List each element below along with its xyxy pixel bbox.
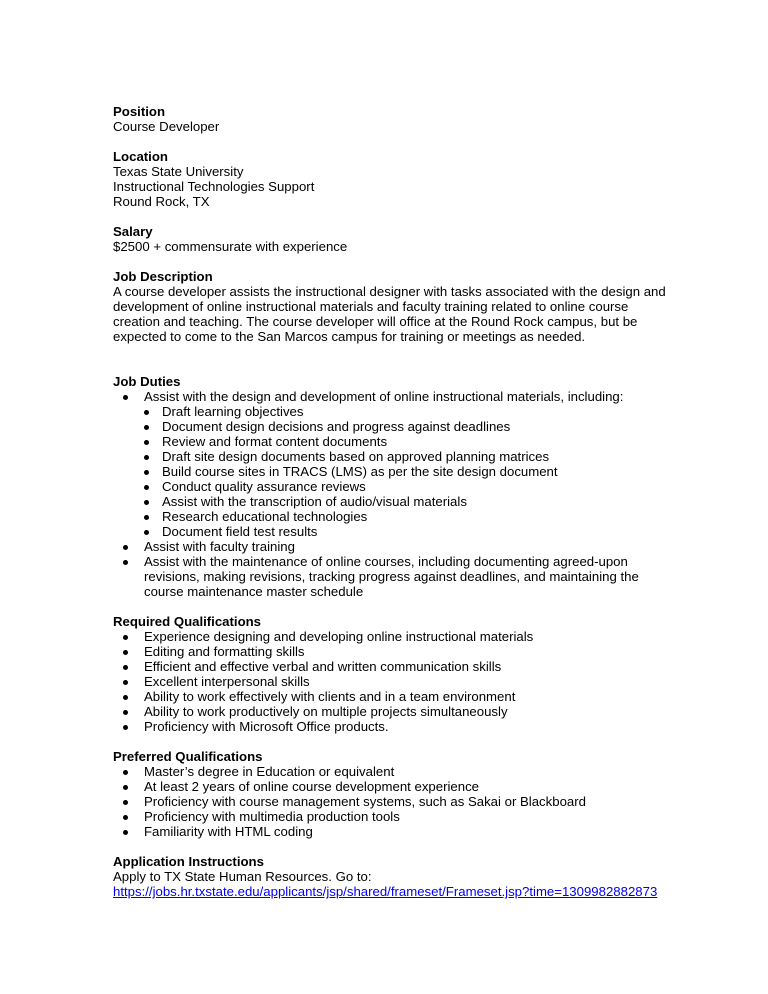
list-item bbox=[144, 449, 673, 464]
list-item bbox=[113, 674, 673, 689]
bullet-icon bbox=[123, 725, 128, 730]
bullet-icon bbox=[144, 455, 149, 460]
subduty-text: Research educational technologies bbox=[162, 509, 368, 524]
list-item bbox=[144, 419, 673, 434]
required-qualifications-heading: Required Qualifications bbox=[113, 614, 262, 629]
subduty-text: Draft site design documents based on approved planning matrices bbox=[162, 449, 550, 464]
subduty-text: Build course sites in TRACS (LMS) as per the site design document bbox=[162, 464, 558, 479]
list-item bbox=[144, 464, 673, 479]
subduty-text: Document design decisions and progress against deadlines bbox=[162, 419, 511, 434]
bullet-icon bbox=[123, 680, 128, 685]
subduty-text: Draft learning objectives bbox=[162, 404, 304, 419]
bullet-icon bbox=[123, 560, 128, 565]
qualification-text: Proficiency with multimedia production tools bbox=[144, 809, 400, 824]
application-heading: Application Instructions bbox=[113, 854, 264, 869]
qualification-text: Excellent interpersonal skills bbox=[144, 674, 310, 689]
bullet-icon bbox=[144, 515, 149, 520]
required-qualifications-section bbox=[113, 614, 673, 734]
list-item bbox=[113, 389, 673, 539]
bullet-icon bbox=[144, 500, 149, 505]
list-item bbox=[113, 539, 673, 554]
list-item bbox=[113, 794, 673, 809]
required-qualifications-list bbox=[113, 629, 673, 734]
job-duties-heading: Job Duties bbox=[113, 374, 181, 389]
list-item bbox=[144, 434, 673, 449]
list-item bbox=[113, 704, 673, 719]
bullet-icon bbox=[123, 785, 128, 790]
subduty-text: Review and format content documents bbox=[162, 434, 388, 449]
salary-value: $2500 + commensurate with experience bbox=[113, 239, 348, 254]
job-description-heading: Job Description bbox=[113, 269, 213, 284]
job-duties-section bbox=[113, 374, 673, 599]
bullet-icon bbox=[144, 440, 149, 445]
list-item bbox=[144, 524, 673, 539]
list-item bbox=[113, 689, 673, 704]
bullet-icon bbox=[123, 635, 128, 640]
bullet-icon bbox=[123, 770, 128, 775]
subduty-text: Conduct quality assurance reviews bbox=[162, 479, 366, 494]
list-item bbox=[113, 764, 673, 779]
list-item bbox=[113, 629, 673, 644]
subduty-text: Document field test results bbox=[162, 524, 318, 539]
application-text: Apply to TX State Human Resources. Go to: bbox=[113, 869, 372, 884]
job-duties-list bbox=[113, 389, 673, 599]
duty-text: Assist with the design and development of online instructional materials, including: bbox=[144, 389, 624, 404]
qualification-text: Master’s degree in Education or equivalent bbox=[144, 764, 395, 779]
location-heading: Location bbox=[113, 149, 168, 164]
qualification-text: At least 2 years of online course development experience bbox=[144, 779, 480, 794]
application-section bbox=[113, 854, 673, 899]
location-line-city: Round Rock, TX bbox=[113, 194, 210, 209]
list-item bbox=[113, 644, 673, 659]
bullet-icon bbox=[123, 695, 128, 700]
location-line-department: Instructional Technologies Support bbox=[113, 179, 315, 194]
position-heading: Position bbox=[113, 104, 166, 119]
duty-text: Assist with faculty training bbox=[144, 539, 295, 554]
list-item bbox=[144, 479, 673, 494]
bullet-icon bbox=[144, 485, 149, 490]
list-item bbox=[113, 719, 673, 734]
qualification-text: Proficiency with Microsoft Office products. bbox=[144, 719, 389, 734]
qualification-text: Ability to work productively on multiple projects simultaneously bbox=[144, 704, 508, 719]
salary-section bbox=[113, 224, 673, 254]
list-item bbox=[113, 554, 673, 599]
list-item bbox=[113, 779, 673, 794]
list-item bbox=[113, 809, 673, 824]
qualification-text: Editing and formatting skills bbox=[144, 644, 305, 659]
position-section bbox=[113, 104, 673, 134]
bullet-icon bbox=[144, 425, 149, 430]
job-description-section bbox=[113, 269, 673, 344]
qualification-text: Familiarity with HTML coding bbox=[144, 824, 313, 839]
location-line-university: Texas State University bbox=[113, 164, 244, 179]
position-value: Course Developer bbox=[113, 119, 220, 134]
bullet-icon bbox=[144, 530, 149, 535]
bullet-icon bbox=[123, 800, 128, 805]
duty-sublist bbox=[144, 404, 673, 539]
salary-heading: Salary bbox=[113, 224, 153, 239]
qualification-text: Ability to work effectively with clients and in a team environment bbox=[144, 689, 516, 704]
subduty-text: Assist with the transcription of audio/visual materials bbox=[162, 494, 467, 509]
bullet-icon bbox=[123, 815, 128, 820]
bullet-icon bbox=[123, 830, 128, 835]
job-description-text: A course developer assists the instructional designer with tasks associated with the design and development of online instructional materials and faculty training related to online course creation and teaching. The course developer will office at the Round Rock campus, but be expected to come to the San Marcos campus for training or meetings as needed. bbox=[113, 284, 666, 344]
bullet-icon bbox=[144, 410, 149, 415]
bullet-icon bbox=[123, 665, 128, 670]
application-link[interactable]: https://jobs.hr.txstate.edu/applicants/jsp/shared/frameset/Frameset.jsp?time=1309982882873 bbox=[113, 884, 658, 899]
qualification-text: Efficient and effective verbal and written communication skills bbox=[144, 659, 502, 674]
bullet-icon bbox=[123, 710, 128, 715]
duty-text: Assist with the maintenance of online courses, including documenting agreed-upon revisions, making revisions, tracking progress against deadlines, and maintaining the course maintenance master schedule bbox=[144, 554, 639, 599]
bullet-icon bbox=[123, 395, 128, 400]
bullet-icon bbox=[123, 545, 128, 550]
preferred-qualifications-section bbox=[113, 749, 673, 839]
location-section bbox=[113, 149, 673, 209]
bullet-icon bbox=[144, 470, 149, 475]
list-item bbox=[144, 404, 673, 419]
document-page bbox=[113, 104, 673, 914]
preferred-qualifications-heading: Preferred Qualifications bbox=[113, 749, 263, 764]
preferred-qualifications-list bbox=[113, 764, 673, 839]
list-item bbox=[144, 494, 673, 509]
qualification-text: Experience designing and developing online instructional materials bbox=[144, 629, 534, 644]
list-item bbox=[113, 824, 673, 839]
bullet-icon bbox=[123, 650, 128, 655]
qualification-text: Proficiency with course management systems, such as Sakai or Blackboard bbox=[144, 794, 586, 809]
list-item bbox=[144, 509, 673, 524]
list-item bbox=[113, 659, 673, 674]
